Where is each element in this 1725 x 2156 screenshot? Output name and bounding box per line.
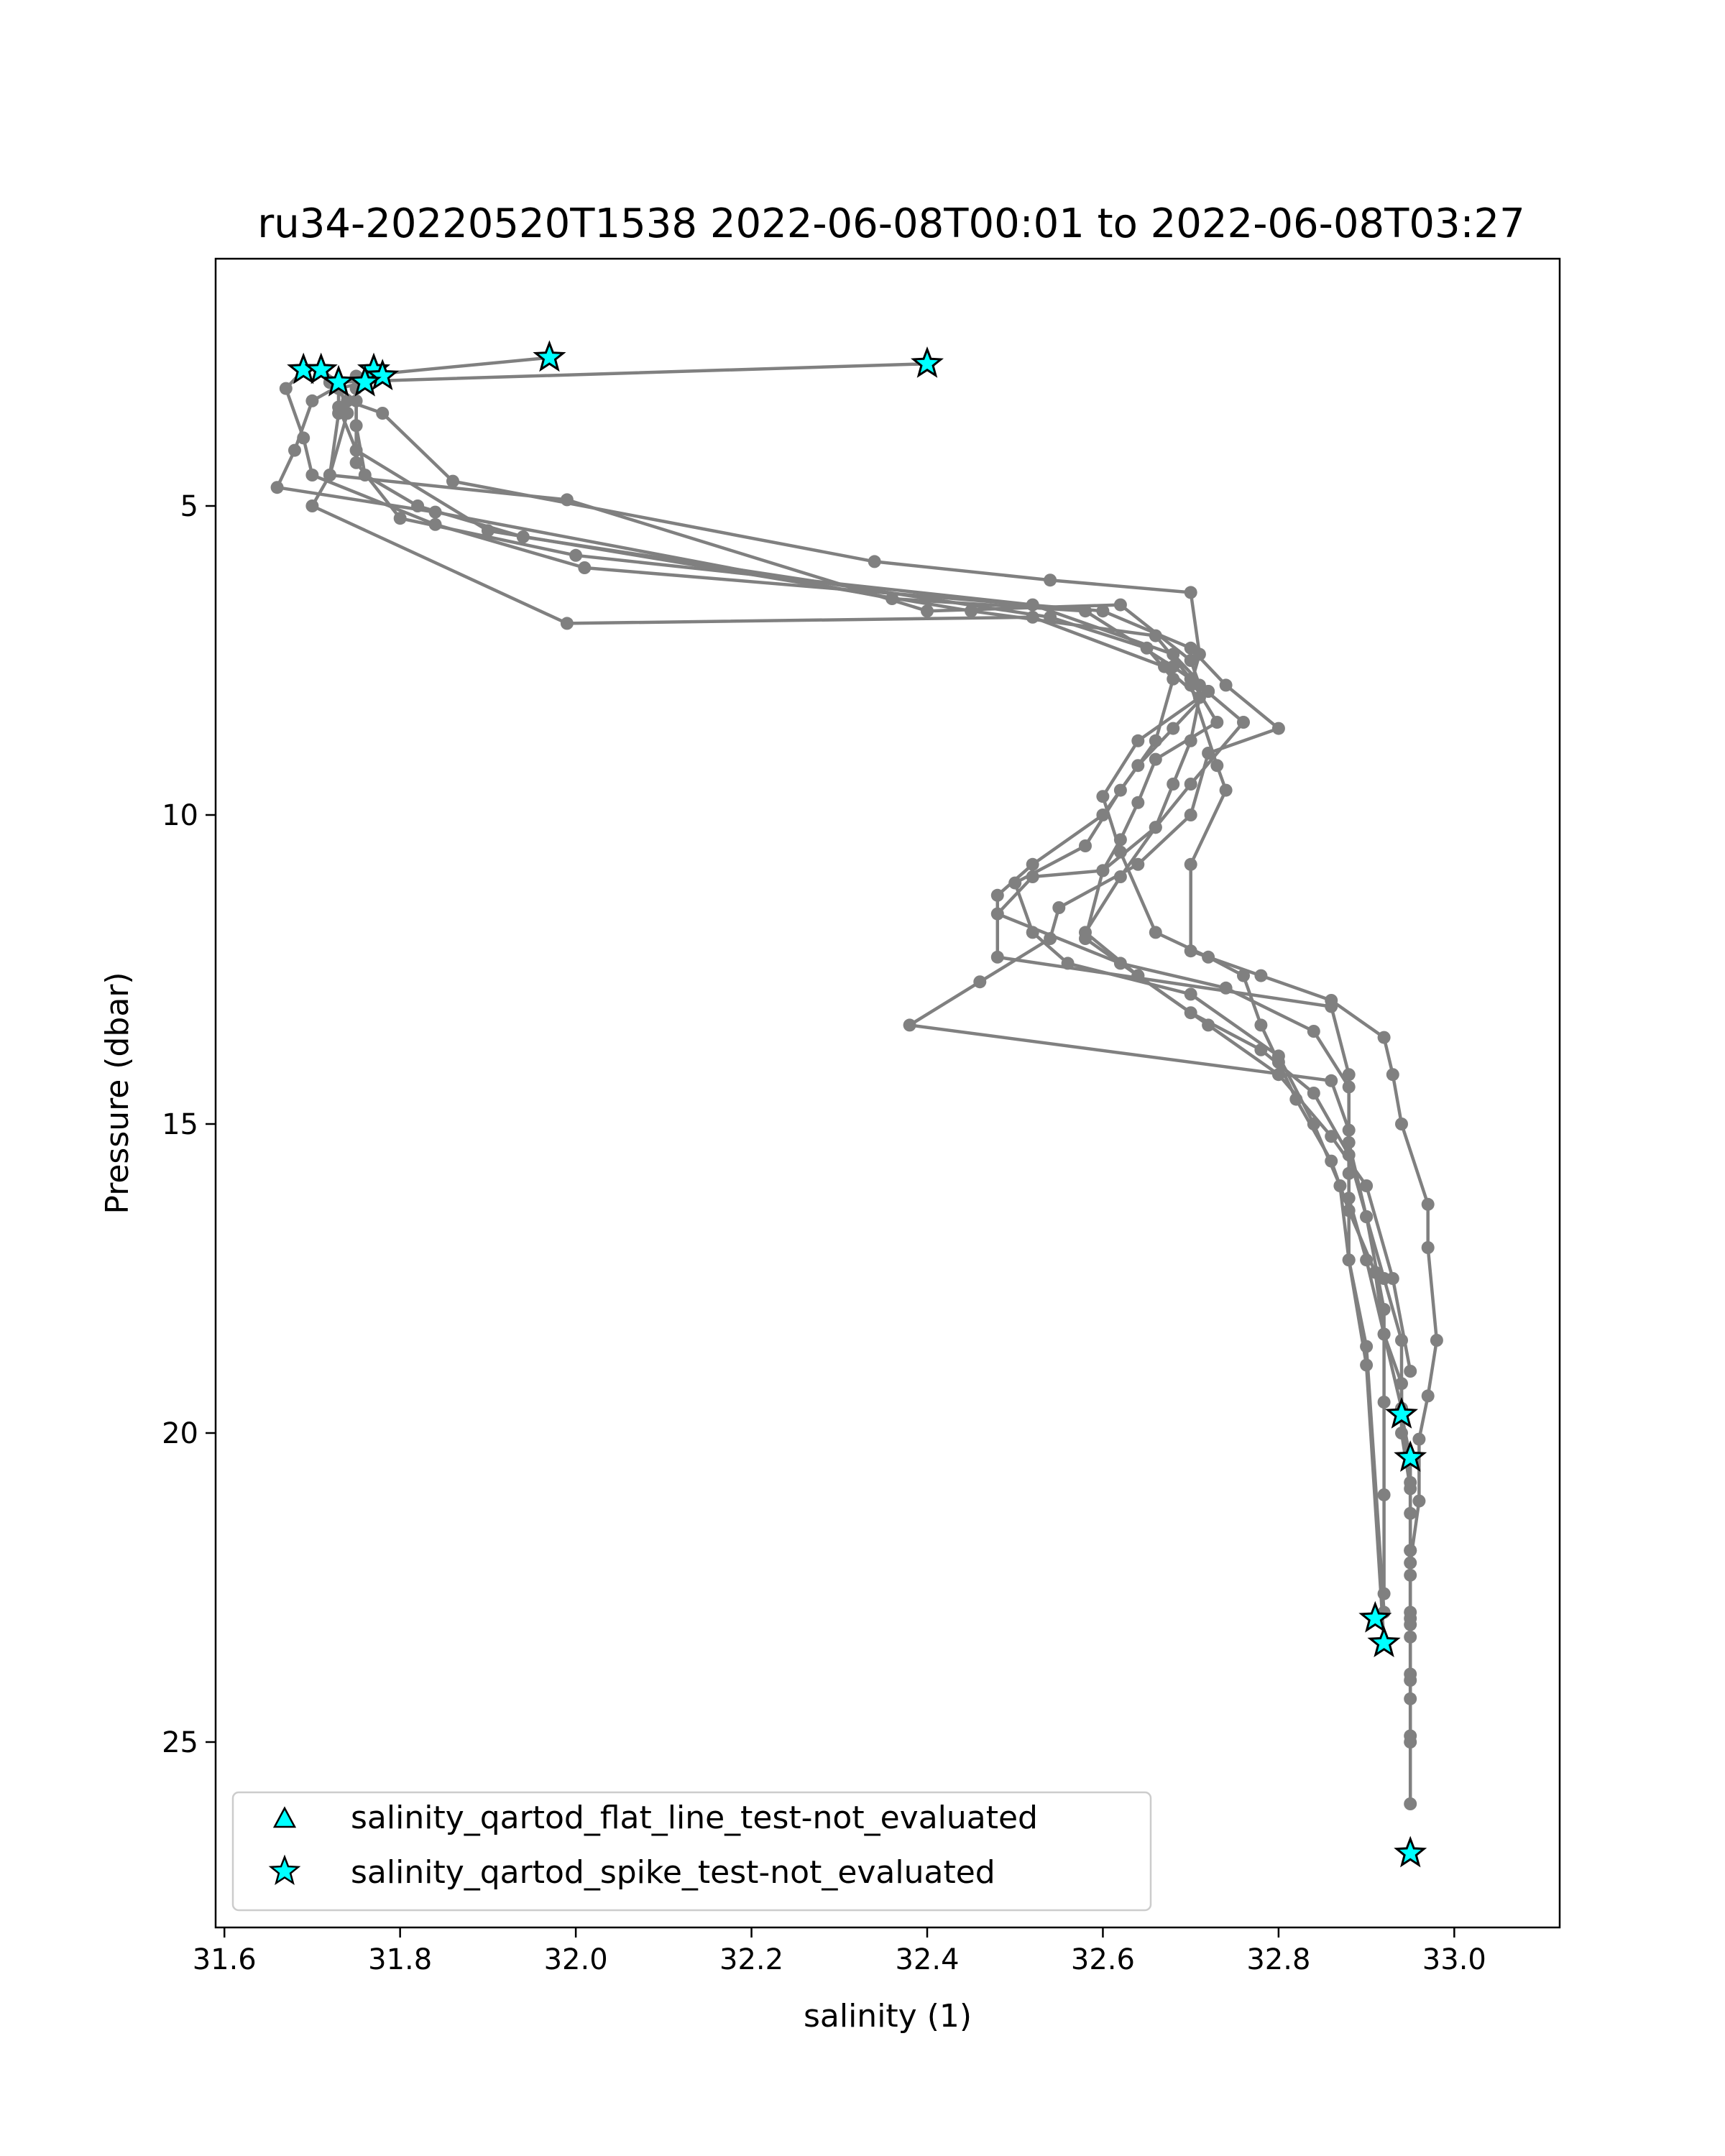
data-point	[394, 512, 407, 525]
data-point	[1131, 759, 1144, 772]
data-point	[1184, 654, 1197, 667]
profile-series-6	[323, 376, 1391, 1649]
data-point	[1026, 926, 1039, 939]
data-point	[517, 530, 530, 543]
spike-test-star-marker	[535, 344, 563, 369]
data-point	[1158, 660, 1171, 673]
legend-label-flat-line: salinity_qartod_flat_line_test-not_evaluated	[351, 1800, 1038, 1836]
data-point	[1149, 821, 1162, 834]
data-point	[1096, 604, 1109, 617]
data-point	[323, 469, 336, 482]
data-point	[1114, 833, 1127, 846]
data-point	[569, 549, 582, 562]
data-point	[1052, 901, 1065, 914]
data-point	[1167, 722, 1179, 735]
data-point	[1193, 691, 1206, 704]
data-point	[1422, 1389, 1435, 1402]
data-point	[1360, 1179, 1373, 1192]
data-point	[1422, 1198, 1435, 1211]
data-point	[1272, 1049, 1285, 1062]
data-point	[288, 444, 301, 457]
data-point	[305, 395, 318, 407]
data-point	[1307, 1087, 1320, 1100]
data-point	[1430, 1334, 1443, 1347]
data-point	[561, 617, 574, 630]
profile-line-7	[312, 382, 1410, 1371]
profile-line-6	[330, 382, 1384, 1643]
data-point	[991, 951, 1004, 964]
data-point	[1184, 734, 1197, 747]
data-point	[1386, 1272, 1399, 1285]
legend	[233, 1792, 1151, 1910]
data-point	[1210, 716, 1223, 729]
data-point	[1360, 1253, 1373, 1266]
spike-test-star-marker	[1397, 1839, 1424, 1865]
marker-layer	[290, 344, 1424, 1865]
data-point	[305, 469, 318, 482]
data-point	[1254, 969, 1267, 982]
data-point	[1202, 1018, 1215, 1031]
data-point	[1220, 784, 1233, 797]
data-point	[1404, 1365, 1417, 1378]
y-tick-label: 25	[162, 1726, 198, 1759]
data-point	[280, 382, 293, 395]
x-tick-label: 32.4	[895, 1943, 960, 1976]
y-axis	[162, 490, 216, 1759]
data-point	[1325, 1130, 1338, 1143]
data-point	[1386, 1068, 1399, 1081]
data-point	[1307, 1025, 1320, 1038]
data-point	[1026, 599, 1039, 612]
data-point	[1404, 1729, 1417, 1742]
legend-entry-spike	[271, 1854, 995, 1891]
data-point	[1254, 1018, 1267, 1031]
data-point	[1378, 1031, 1391, 1044]
data-point	[1360, 1358, 1373, 1371]
data-point	[1404, 1631, 1417, 1644]
data-point	[868, 555, 881, 568]
data-point	[1131, 969, 1144, 982]
data-point	[1149, 753, 1162, 766]
data-point	[305, 499, 318, 512]
y-tick-label: 15	[162, 1108, 198, 1141]
profile-series-1	[271, 351, 1417, 1743]
data-point	[561, 493, 574, 506]
data-point	[1026, 858, 1039, 871]
data-point	[1220, 678, 1233, 691]
data-point	[1404, 1797, 1417, 1810]
data-point	[1026, 611, 1039, 624]
data-point	[1184, 586, 1197, 599]
x-tick-label: 31.8	[368, 1943, 433, 1976]
y-tick-label: 20	[162, 1417, 198, 1450]
data-point	[1404, 1692, 1417, 1705]
x-tick-label: 33.0	[1422, 1943, 1486, 1976]
data-point	[1149, 630, 1162, 642]
data-point	[350, 395, 363, 407]
profile-series-0	[323, 357, 1443, 1810]
x-tick-label: 32.6	[1070, 1943, 1135, 1976]
data-point	[446, 475, 459, 488]
data-point	[1096, 864, 1109, 877]
data-point	[1131, 796, 1144, 809]
data-point	[1333, 1179, 1346, 1192]
data-point	[1404, 1476, 1417, 1489]
profile-series-4	[315, 364, 1391, 1600]
x-tick-label: 31.6	[192, 1943, 257, 1976]
x-tick-label: 32.0	[543, 1943, 608, 1976]
data-point	[1412, 1495, 1425, 1508]
x-tick-label: 32.2	[719, 1943, 784, 1976]
data-point	[1412, 1433, 1425, 1446]
data-point	[1079, 926, 1092, 939]
series-layer	[271, 351, 1443, 1810]
data-point	[1114, 870, 1127, 883]
data-point	[1184, 642, 1197, 655]
data-point	[1325, 1074, 1338, 1087]
data-point	[332, 407, 345, 420]
data-point	[1395, 1118, 1408, 1130]
data-point	[1044, 573, 1057, 586]
data-point	[350, 456, 363, 469]
data-point	[1404, 1544, 1417, 1557]
data-point	[1149, 926, 1162, 939]
chart-title: ru34-20220520T1538 2022-06-08T00:01 to 2022-06-08T03:27	[257, 201, 1525, 247]
y-tick-label: 10	[162, 799, 198, 832]
data-point	[1272, 722, 1285, 735]
x-axis	[193, 1927, 1486, 1976]
data-point	[1378, 1396, 1391, 1409]
data-point	[1167, 648, 1179, 660]
data-point	[1237, 969, 1250, 982]
data-point	[1131, 734, 1144, 747]
legend-label-spike: salinity_qartod_spike_test-not_evaluated	[351, 1854, 995, 1891]
y-axis-title: Pressure (dbar)	[99, 972, 136, 1215]
data-point	[1167, 778, 1179, 791]
y-tick-label: 5	[180, 490, 198, 523]
data-point	[1096, 790, 1109, 803]
data-point	[271, 481, 284, 494]
spike-test-star-marker	[914, 349, 941, 375]
data-point	[1096, 808, 1109, 821]
x-axis-title: salinity (1)	[803, 1998, 972, 2035]
data-point	[1202, 747, 1215, 760]
data-point	[1184, 858, 1197, 871]
data-point	[1404, 1612, 1417, 1625]
data-point	[297, 431, 310, 444]
data-point	[1079, 839, 1092, 852]
spike-test-star-marker	[1371, 1628, 1398, 1654]
data-point	[376, 407, 389, 420]
data-point	[1360, 1210, 1373, 1223]
profile-series-7	[305, 376, 1417, 1378]
data-point	[1184, 987, 1197, 1000]
data-point	[903, 1018, 916, 1031]
data-point	[1184, 808, 1197, 821]
data-point	[973, 975, 986, 988]
data-point	[921, 604, 934, 617]
data-point	[1237, 716, 1250, 729]
data-point	[1114, 599, 1127, 612]
data-point	[1184, 778, 1197, 791]
data-point	[1325, 1000, 1338, 1013]
data-point	[1272, 1068, 1285, 1081]
legend-entry-flat-line	[275, 1800, 1038, 1836]
data-point	[1343, 1253, 1356, 1266]
data-point	[1343, 1068, 1356, 1081]
profile-line-0	[330, 364, 1437, 1804]
data-point	[1378, 1303, 1391, 1316]
data-point	[1378, 1488, 1391, 1501]
data-point	[1422, 1241, 1435, 1254]
x-tick-label: 32.8	[1246, 1943, 1311, 1976]
data-point	[578, 561, 591, 574]
data-point	[1202, 951, 1215, 964]
data-point	[991, 889, 1004, 902]
data-point	[411, 499, 424, 512]
